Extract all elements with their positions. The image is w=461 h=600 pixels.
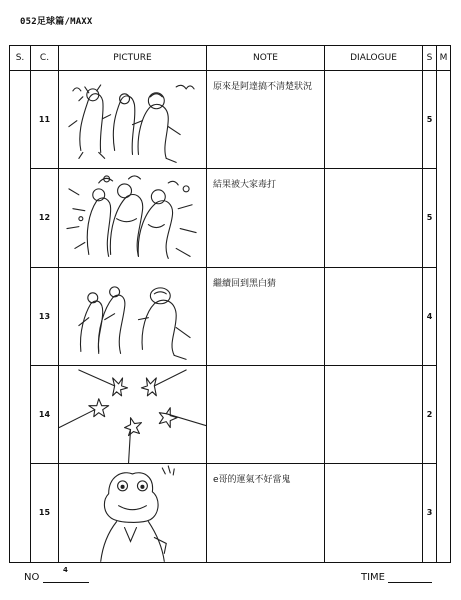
picture-frame [59,267,207,365]
picture-frame [59,71,207,169]
cut-number: 14 [31,365,59,463]
storyboard-table [9,45,451,563]
picture-frame [59,169,207,267]
note-cell [207,267,325,365]
note-text: 原來是阿達搞不清楚狀況 [213,82,313,92]
cut-number: 12 [31,169,59,267]
page-number-value: 4 [63,566,68,574]
table-row [10,464,451,562]
note-text: e哥的運氣不好當鬼 [213,475,291,486]
page-number-label: NO [24,572,40,583]
time-field [361,572,432,583]
note-text: 繼續回到黑白猜 [213,278,277,289]
dialogue-cell [325,71,423,169]
dialogue-cell [325,267,423,365]
two-characters-arguing-sketch [59,71,206,168]
group-brawl-sketch [59,169,206,266]
picture-frame [59,365,207,463]
page-number-field [24,572,89,583]
time-line [388,582,432,583]
note-cell [207,365,325,463]
table-row [10,169,451,267]
header-row [10,46,451,71]
dialogue-cell [325,169,423,267]
cut-number: 13 [31,267,59,365]
time-label: TIME [361,572,386,583]
dialogue-cell [325,365,423,463]
seconds-value: 5 [423,169,437,267]
column-header-picture: PICTURE [59,46,207,71]
note-cell [207,169,325,267]
seconds-value: 3 [423,464,437,562]
seconds-value: 5 [423,71,437,169]
dialogue-cell [325,464,423,562]
frog-character-closeup-sketch [59,464,206,561]
note-cell [207,71,325,169]
seconds-value: 2 [423,365,437,463]
m-cell [437,71,451,563]
column-header-m: M [437,46,451,71]
note-cell [207,464,325,562]
column-header-s: S [423,46,437,71]
page-number-line [43,582,89,583]
column-header-note: NOTE [207,46,325,71]
table-row [10,365,451,463]
hands-throwing-signs-sketch [59,366,206,463]
seconds-value: 4 [423,267,437,365]
page-title: 052足球篇/MAXX [20,17,93,27]
column-header-sc: S. [10,46,31,71]
table-row [10,71,451,169]
characters-playing-game-sketch [59,268,206,365]
column-header-dialogue: DIALOGUE [325,46,423,71]
cut-number: 11 [31,71,59,169]
sc-cell [10,71,31,563]
note-text: 結果被大家毒打 [213,180,277,191]
column-header-c: C. [31,46,59,71]
table-row [10,267,451,365]
cut-number: 15 [31,464,59,562]
picture-frame [59,464,207,562]
